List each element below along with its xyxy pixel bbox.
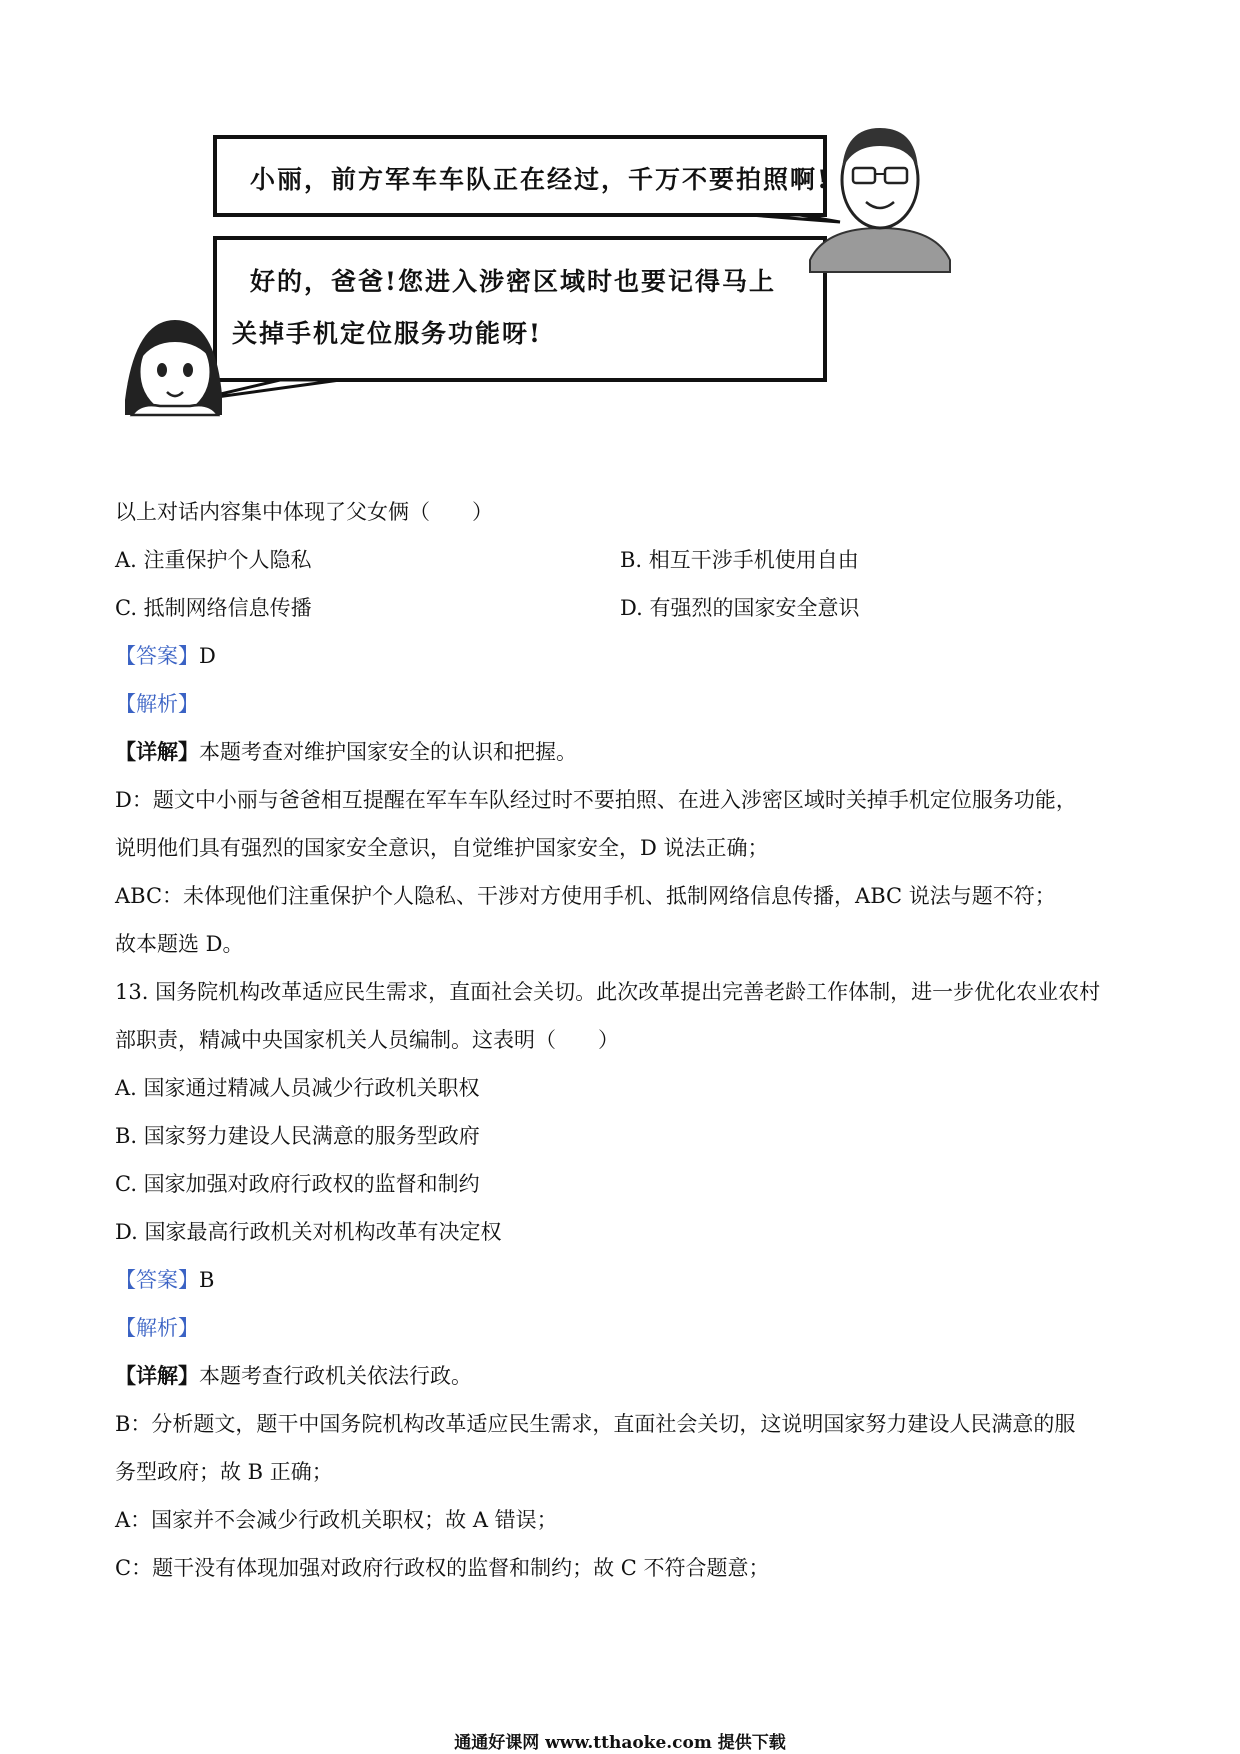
- q13-option-c: C. 国家加强对政府行政权的监督和制约: [115, 1172, 480, 1196]
- q12-answer: [115, 641, 216, 671]
- q12-analysis-line: 说明他们具有强烈的国家安全意识，自觉维护国家安全，D 说法正确；: [115, 836, 769, 860]
- q13-stem-line1: 13. 国务院机构改革适应民生需求，直面社会关切。此次改革提出完善老龄工作体制，进一步优化农业农村: [115, 980, 1101, 1004]
- girl-figure-icon: [125, 320, 222, 415]
- page-footer: 通通好课网 www.tthaoke.com 提供下载: [454, 1733, 786, 1753]
- q13-answer-value: B: [199, 1268, 215, 1292]
- q12-analysis-line: 故本题选 D。: [115, 932, 244, 956]
- q13-detail-tag: 【详解】: [115, 1363, 199, 1388]
- q13-answer-tag: 【答案】: [115, 1268, 199, 1292]
- q12-analysis-line: D：题文中小丽与爸爸相互提醒在军车车队经过时不要拍照、在进入涉密区域时关掉手机定位服务功能，: [115, 788, 1077, 812]
- q13-option-d: D. 国家最高行政机关对机构改革有决定权: [115, 1220, 502, 1244]
- q13-stem-line2: 部职责，精减中央国家机关人员编制。这表明（ ）: [115, 1028, 619, 1052]
- q12-option-b: B. 相互干涉手机使用自由: [620, 548, 859, 572]
- q13-analysis-tag: 【解析】: [115, 1316, 199, 1340]
- q13-analysis-line: A：国家并不会减少行政机关职权；故 A 错误；: [115, 1508, 558, 1532]
- comic-illustration: [110, 110, 970, 470]
- dad-figure-icon: [810, 128, 950, 272]
- q13-option-b: B. 国家努力建设人民满意的服务型政府: [115, 1124, 480, 1148]
- q13-analysis-line: 务型政府；故 B 正确；: [115, 1460, 333, 1484]
- q12-stem: 以上对话内容集中体现了父女俩（ ）: [115, 500, 493, 524]
- dad-dialogue: 小丽，前方军车车队正在经过，千万不要拍照啊!: [250, 165, 830, 194]
- q13-analysis-line: C：题干没有体现加强对政府行政权的监督和制约；故 C 不符合题意；: [115, 1556, 770, 1580]
- q13-analysis-line: B：分析题文，题干中国务院机构改革适应民生需求，直面社会关切，这说明国家努力建设人民满意的服: [115, 1412, 1076, 1436]
- q13-answer: [115, 1265, 214, 1295]
- q13-option-a: A. 国家通过精减人员减少行政机关职权: [115, 1076, 480, 1100]
- q12-detail: [115, 737, 577, 767]
- q12-answer-tag: 【答案】: [115, 644, 199, 668]
- q12-option-a: A. 注重保护个人隐私: [115, 548, 312, 572]
- q12-analysis-tag: 【解析】: [115, 692, 199, 716]
- q12-detail-tag: 【详解】: [115, 739, 199, 764]
- q12-option-c: C. 抵制网络信息传播: [115, 596, 312, 620]
- q13-detail: [115, 1361, 472, 1391]
- girl-dialogue-line2: 关掉手机定位服务功能呀!: [232, 319, 542, 348]
- q12-detail-intro: 本题考查对维护国家安全的认识和把握。: [199, 740, 577, 764]
- girl-dialogue-line1: 好的，爸爸!您进入涉密区域时也要记得马上: [250, 267, 776, 296]
- q13-detail-intro: 本题考查行政机关依法行政。: [199, 1364, 472, 1388]
- q12-answer-value: D: [199, 644, 216, 668]
- q12-option-d: D. 有强烈的国家安全意识: [620, 596, 860, 620]
- girl-speech-bubble: [215, 238, 825, 380]
- q12-analysis-line: ABC：未体现他们注重保护个人隐私、干涉对方使用手机、抵制网络信息传播，ABC 说法与题不符；: [115, 884, 1056, 908]
